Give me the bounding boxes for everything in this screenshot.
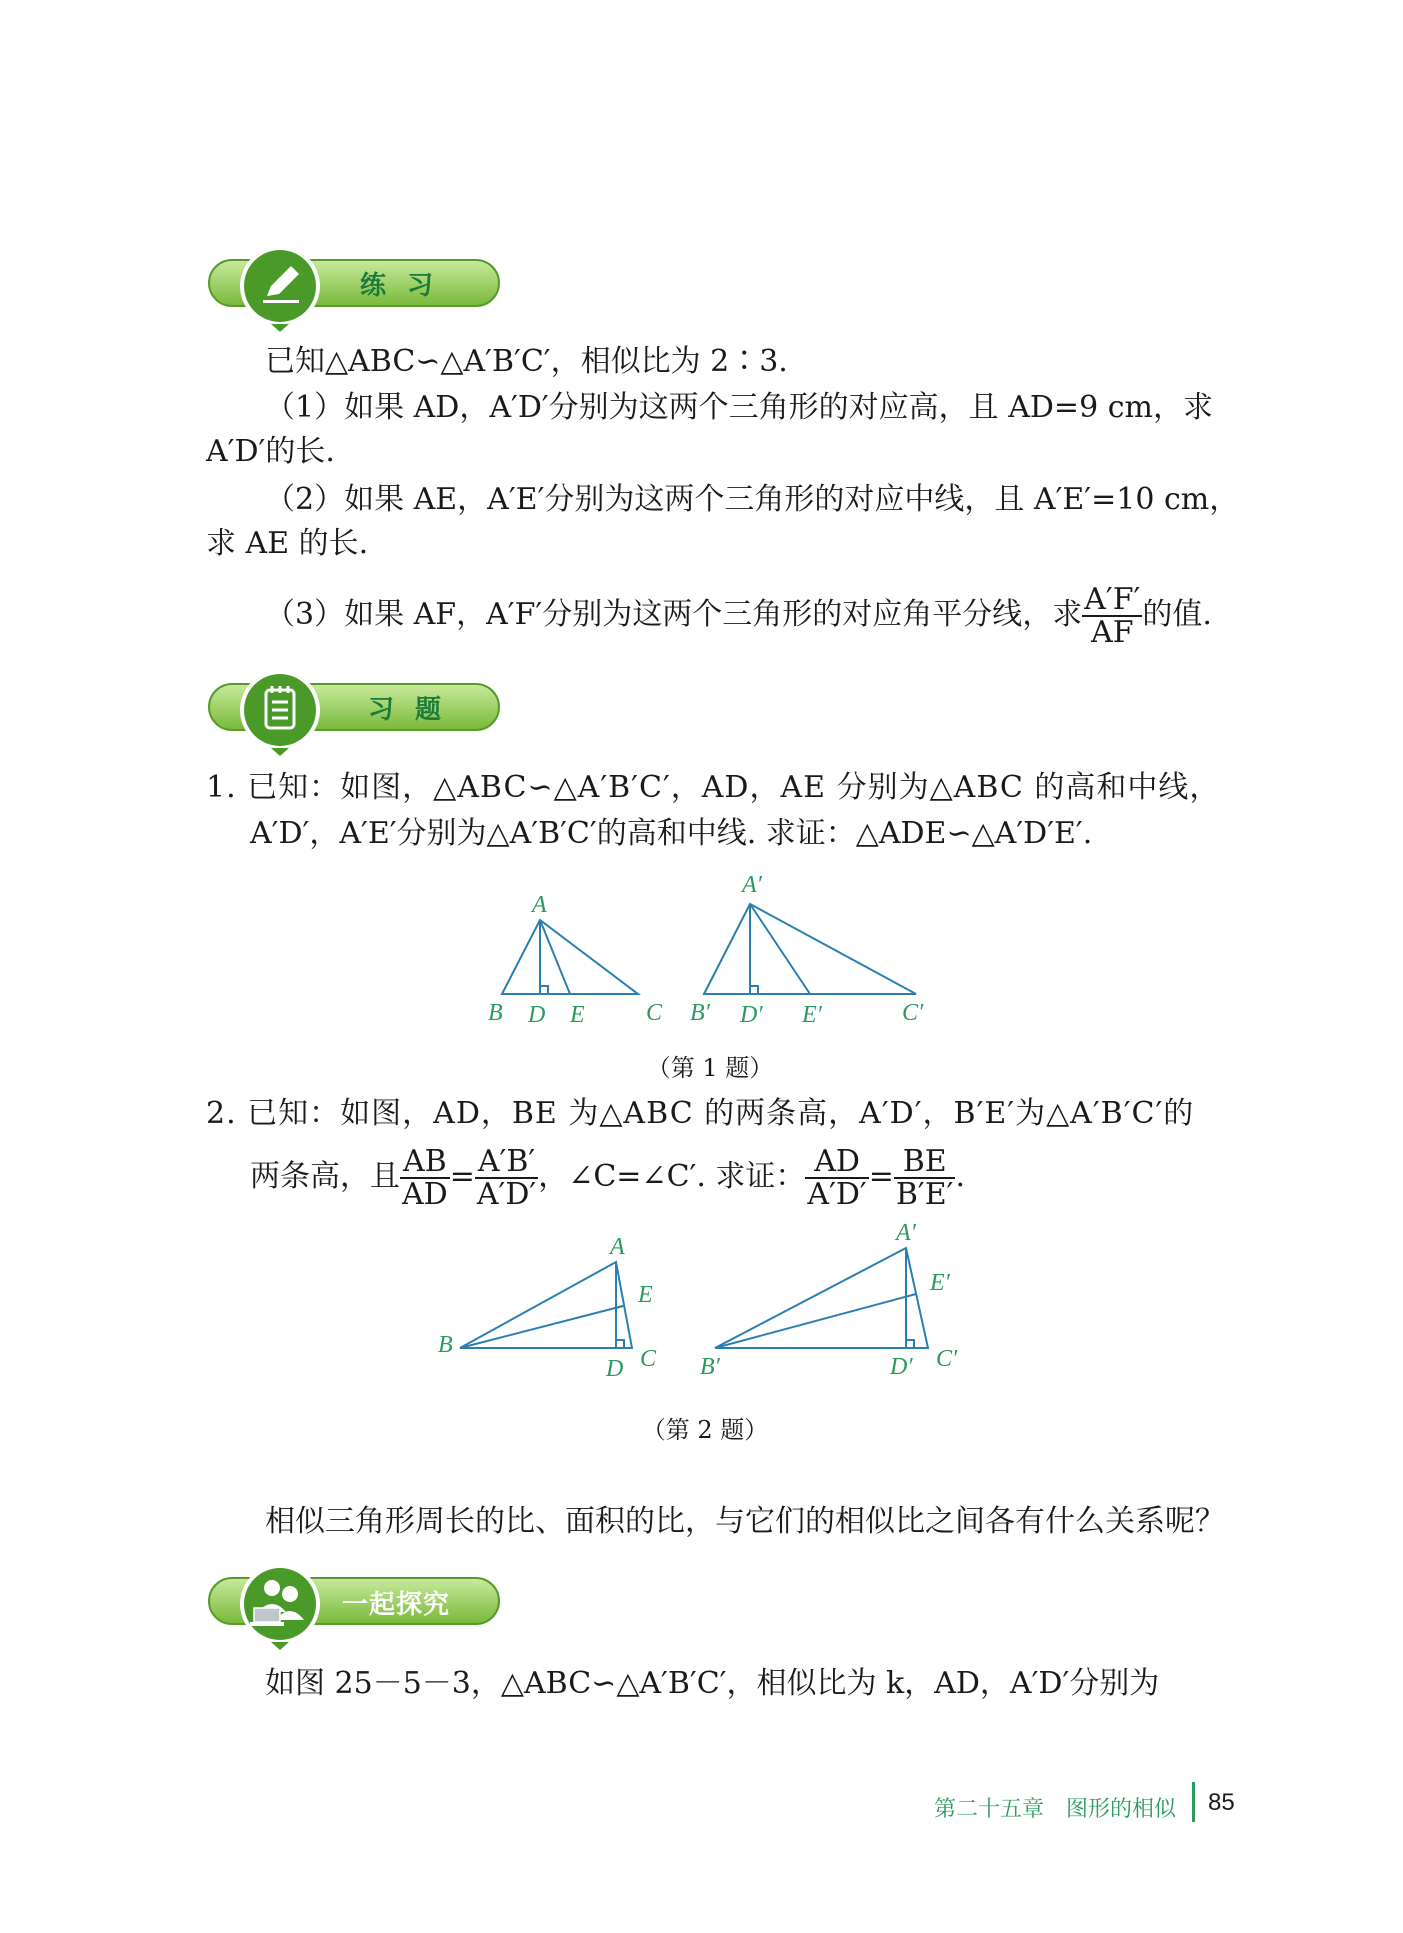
- practice-q2-line1: （2）如果 AE，A′E′分别为这两个三角形的对应中线，且 A′E′=10 cm，: [265, 482, 1240, 517]
- fig2-label-b: B: [438, 1332, 453, 1358]
- practice-q3-pre: （3）如果 AF，A′F′分别为这两个三角形的对应角平分线，求: [265, 597, 1083, 632]
- exercise2-end: .: [955, 1159, 966, 1194]
- fig1-label-c-prime: C′: [902, 1000, 924, 1026]
- fig1-label-e-prime: E′: [802, 1002, 822, 1028]
- practice-q1-line1: （1）如果 AD，A′D′分别为这两个三角形的对应高，且 AD=9 cm，求: [265, 390, 1213, 425]
- exercise2-mid: ，∠C=∠C′. 求证：: [538, 1159, 806, 1194]
- fig1-left-right-angle: [540, 986, 548, 994]
- fig1-label-c: C: [646, 1000, 663, 1026]
- footer-divider: [1192, 1782, 1195, 1822]
- exercise2-pre: 两条高，且: [250, 1159, 400, 1194]
- fig2-left-triangle: [460, 1262, 632, 1348]
- equals-2: =: [868, 1159, 894, 1194]
- frac2-num: A′B′: [475, 1146, 538, 1180]
- practice-q2-line2: 求 AE 的长.: [206, 526, 369, 561]
- fig2-label-b-prime: B′: [700, 1354, 720, 1380]
- explore-line1: 如图 25－5－3，△ABC∽△A′B′C′，相似比为 k，AD，A′D′分别为: [265, 1666, 1160, 1701]
- frac3-den: A′D′: [807, 1177, 867, 1212]
- fraction-ab-ad: [400, 1143, 450, 1212]
- pencil-icon: [255, 258, 305, 308]
- q3-denominator: AF: [1091, 615, 1134, 650]
- fig1-label-a-prime: A′: [742, 872, 762, 898]
- exercise2-line2: [250, 1142, 965, 1212]
- equals-1: =: [449, 1159, 475, 1194]
- fig2-right-altitude-be: [715, 1294, 916, 1348]
- fraction-ab-prime: [475, 1143, 538, 1212]
- fig2-left-right-angle-e: [616, 1306, 623, 1308]
- frac4-den: B′E′: [895, 1177, 954, 1212]
- fig2-label-a-prime: A′: [896, 1220, 916, 1246]
- frac2-den: A′D′: [476, 1177, 537, 1212]
- footer-chapter: 第二十五章 图形的相似: [934, 1797, 1177, 1822]
- figure-1-caption: （第 1 题）: [646, 1054, 774, 1082]
- exercise-banner: [205, 672, 505, 758]
- frac1-den: AD: [402, 1177, 448, 1212]
- fig2-label-c-prime: C′: [936, 1346, 958, 1372]
- fig2-label-d: D: [606, 1356, 624, 1380]
- fraction-be-prime: [894, 1143, 956, 1212]
- notebook-icon: [258, 684, 302, 734]
- fig1-left-triangle: [502, 920, 638, 994]
- q3-numerator: A′F′: [1084, 581, 1141, 617]
- fig2-right-triangle: [715, 1248, 928, 1348]
- fig2-label-e: E: [638, 1282, 653, 1308]
- fig1-label-d: D: [528, 1002, 546, 1028]
- fig1-label-e: E: [570, 1002, 585, 1028]
- fig2-label-e-prime: E′: [930, 1270, 950, 1296]
- exercise1-line1: 1. 已知：如图，△ABC∽△A′B′C′，AD，AE 分别为△ABC 的高和中线，: [206, 770, 1221, 805]
- exercise1-line2: A′D′，A′E′分别为△A′B′C′的高和中线. 求证：△ADE∽△A′D′E′.: [250, 816, 1093, 851]
- fig2-left-altitude-be: [460, 1306, 623, 1348]
- exercise2-line1: 2. 已知：如图，AD，BE 为△ABC 的两条高，A′D′，B′E′为△A′B′C′的: [206, 1096, 1195, 1131]
- fig1-right-right-angle: [750, 986, 758, 994]
- frac3-num: AD: [805, 1146, 868, 1180]
- fig2-label-c: C: [640, 1346, 657, 1372]
- fraction-ad-prime: [805, 1143, 868, 1212]
- practice-q3: [265, 580, 1212, 650]
- frac4-num: BE: [894, 1146, 956, 1180]
- fig1-label-a: A: [532, 892, 547, 918]
- figure-2-caption: （第 2 题）: [641, 1416, 769, 1444]
- practice-intro: 已知△ABC∽△A′B′C′，相似比为 2∶3.: [265, 344, 788, 379]
- exercise-title: 习 题: [368, 695, 448, 725]
- fig1-label-b-prime: B′: [690, 1000, 710, 1026]
- practice-banner: [205, 248, 505, 334]
- fig2-label-a: A: [610, 1234, 625, 1260]
- fig1-label-d-prime: D′: [740, 1002, 763, 1028]
- fig2-left-right-angle-d: [616, 1340, 624, 1348]
- figure-2: [420, 1220, 1000, 1380]
- lead-question: 相似三角形周长的比、面积的比，与它们的相似比之间各有什么关系呢？: [265, 1504, 1225, 1539]
- page-number: 85: [1208, 1789, 1235, 1816]
- people-laptop-icon: [250, 1574, 310, 1630]
- fig1-right-median: [750, 904, 810, 994]
- explore-title: 一起探究: [342, 1590, 451, 1620]
- practice-q3-post: 的值.: [1142, 597, 1212, 632]
- practice-title: 练 习: [360, 271, 440, 301]
- figure-1: [470, 860, 950, 1030]
- fig1-label-b: B: [488, 1000, 503, 1026]
- fig1-right-triangle: [704, 904, 916, 994]
- fig2-right-right-angle-d: [906, 1340, 914, 1348]
- fig2-label-d-prime: D′: [890, 1354, 913, 1380]
- practice-q3-fraction: [1082, 581, 1142, 650]
- practice-q1-line2: A′D′的长.: [206, 434, 335, 469]
- frac1-num: AB: [400, 1146, 450, 1180]
